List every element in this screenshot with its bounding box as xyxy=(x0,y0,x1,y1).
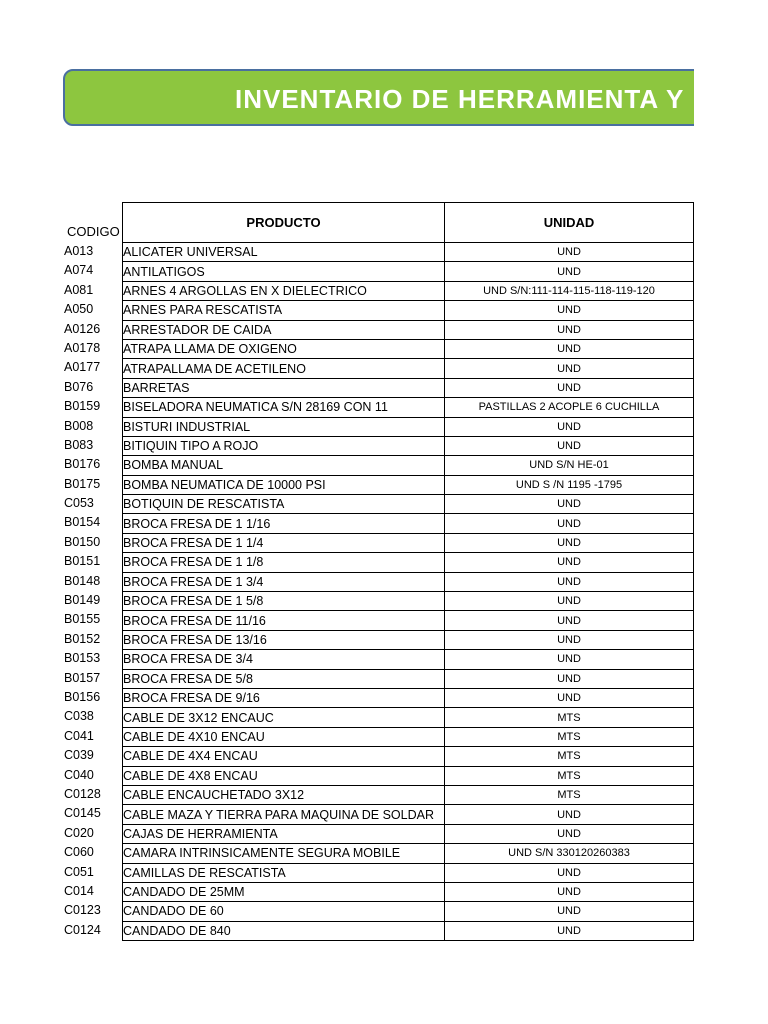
unidad-cell: UND xyxy=(445,301,694,320)
table-row xyxy=(123,785,694,804)
producto-cell: BROCA FRESA DE 1 1/8 xyxy=(123,553,445,572)
producto-cell: BROCA FRESA DE 13/16 xyxy=(123,630,445,649)
unidad-cell: UND xyxy=(445,533,694,552)
producto-cell: BROCA FRESA DE 11/16 xyxy=(123,611,445,630)
producto-cell: ATRAPALLAMA DE ACETILENO xyxy=(123,359,445,378)
table-row xyxy=(123,514,694,533)
unidad-cell: UND xyxy=(445,630,694,649)
codigo-cell: B076 xyxy=(64,379,94,394)
unidad-cell: MTS xyxy=(445,785,694,804)
unidad-cell: UND xyxy=(445,921,694,940)
table-row xyxy=(123,727,694,746)
codigo-cell: B0154 xyxy=(64,515,101,530)
producto-cell: ARRESTADOR DE CAIDA xyxy=(123,320,445,339)
table-row xyxy=(123,611,694,630)
page-title: INVENTARIO DE HERRAMIENTA Y xyxy=(235,84,685,114)
codigo-cell: B0148 xyxy=(64,573,101,588)
producto-cell: CANDADO DE 840 xyxy=(123,921,445,940)
codigo-cell: B0151 xyxy=(64,554,101,569)
unidad-cell: UND xyxy=(445,320,694,339)
codigo-cell: C0128 xyxy=(64,786,101,801)
codigo-cell: C020 xyxy=(64,825,94,840)
unidad-cell: UND xyxy=(445,514,694,533)
producto-cell: CABLE DE 4X8 ENCAU xyxy=(123,766,445,785)
producto-cell: CABLE MAZA Y TIERRA PARA MAQUINA DE SOLDAR xyxy=(123,805,445,824)
table-body xyxy=(123,243,694,941)
codigo-cell: B0153 xyxy=(64,651,101,666)
unidad-cell: UND xyxy=(445,359,694,378)
table-row xyxy=(123,553,694,572)
producto-cell: BROCA FRESA DE 1 1/4 xyxy=(123,533,445,552)
producto-cell: CABLE DE 4X10 ENCAU xyxy=(123,727,445,746)
codigo-cell: C053 xyxy=(64,496,94,511)
codigo-cell: B0155 xyxy=(64,612,101,627)
table-row xyxy=(123,262,694,281)
unidad-cell: UND xyxy=(445,592,694,611)
codigo-cell: B008 xyxy=(64,418,94,433)
producto-cell: BROCA FRESA DE 1 5/8 xyxy=(123,592,445,611)
codigo-column xyxy=(64,242,101,940)
unidad-cell: UND xyxy=(445,669,694,688)
table-header-row xyxy=(123,203,694,243)
codigo-cell: B0149 xyxy=(64,593,101,608)
table-row xyxy=(123,243,694,262)
inventory-table xyxy=(122,202,694,941)
table-row xyxy=(123,669,694,688)
codigo-cell: C060 xyxy=(64,845,94,860)
producto-cell: BROCA FRESA DE 3/4 xyxy=(123,650,445,669)
codigo-cell: B083 xyxy=(64,437,94,452)
producto-cell: BARRETAS xyxy=(123,378,445,397)
unidad-cell: UND xyxy=(445,805,694,824)
unidad-cell: UND xyxy=(445,902,694,921)
codigo-cell: C0124 xyxy=(64,922,101,937)
unidad-cell: UND xyxy=(445,611,694,630)
codigo-cell: B0157 xyxy=(64,670,101,685)
producto-cell: BROCA FRESA DE 1 1/16 xyxy=(123,514,445,533)
table-row xyxy=(123,456,694,475)
producto-cell: BROCA FRESA DE 5/8 xyxy=(123,669,445,688)
table-row xyxy=(123,824,694,843)
table-row xyxy=(123,592,694,611)
codigo-cell: C051 xyxy=(64,864,94,879)
table-row xyxy=(123,495,694,514)
unidad-cell: UND xyxy=(445,339,694,358)
producto-cell: ATRAPA LLAMA DE OXIGENO xyxy=(123,339,445,358)
producto-cell: BOMBA NEUMATICA DE 10000 PSI xyxy=(123,475,445,494)
producto-cell: ANTILATIGOS xyxy=(123,262,445,281)
unidad-cell: MTS xyxy=(445,708,694,727)
table-row xyxy=(123,844,694,863)
producto-column-header: PRODUCTO xyxy=(123,203,445,243)
unidad-cell: UND xyxy=(445,572,694,591)
codigo-cell: A0126 xyxy=(64,321,101,336)
unidad-cell: UND xyxy=(445,650,694,669)
unidad-cell: UND xyxy=(445,882,694,901)
codigo-cell: C0145 xyxy=(64,806,101,821)
table-row xyxy=(123,359,694,378)
table-row xyxy=(123,650,694,669)
unidad-cell: UND xyxy=(445,436,694,455)
codigo-cell: C0123 xyxy=(64,903,101,918)
producto-cell: BITIQUIN TIPO A ROJO xyxy=(123,436,445,455)
codigo-cell: C040 xyxy=(64,767,94,782)
unidad-column-header: UNIDAD xyxy=(445,203,694,243)
codigo-cell: B0159 xyxy=(64,399,101,414)
codigo-cell: B0152 xyxy=(64,631,101,646)
unidad-cell: UND xyxy=(445,553,694,572)
unidad-cell: PASTILLAS 2 ACOPLE 6 CUCHILLA xyxy=(445,398,694,417)
unidad-cell: UND S/N 330120260383 xyxy=(445,844,694,863)
producto-cell: CAJAS DE HERRAMIENTA xyxy=(123,824,445,843)
unidad-cell: MTS xyxy=(445,727,694,746)
viewport-clip xyxy=(694,60,768,140)
unidad-cell: UND xyxy=(445,243,694,262)
table-row xyxy=(123,863,694,882)
codigo-cell: C014 xyxy=(64,883,94,898)
table-row xyxy=(123,921,694,940)
codigo-cell: A074 xyxy=(64,263,94,278)
codigo-cell: A050 xyxy=(64,302,94,317)
codigo-cell: C038 xyxy=(64,709,94,724)
table-row xyxy=(123,766,694,785)
unidad-cell: MTS xyxy=(445,747,694,766)
codigo-cell: A0178 xyxy=(64,340,101,355)
table-row xyxy=(123,902,694,921)
codigo-cell: B0176 xyxy=(64,457,101,472)
producto-cell: ARNES PARA RESCATISTA xyxy=(123,301,445,320)
producto-cell: CABLE DE 4X4 ENCAU xyxy=(123,747,445,766)
table-row xyxy=(123,572,694,591)
unidad-cell: UND S/N:111-114-115-118-119-120 xyxy=(445,281,694,300)
codigo-column-header: CODIGO xyxy=(67,224,120,239)
unidad-cell: UND xyxy=(445,688,694,707)
unidad-cell: UND xyxy=(445,262,694,281)
table-row xyxy=(123,475,694,494)
producto-cell: CANDADO DE 60 xyxy=(123,902,445,921)
table-row xyxy=(123,747,694,766)
table-row xyxy=(123,630,694,649)
table-row xyxy=(123,417,694,436)
codigo-cell: B0156 xyxy=(64,689,101,704)
unidad-cell: MTS xyxy=(445,766,694,785)
unidad-cell: UND S/N HE-01 xyxy=(445,456,694,475)
codigo-cell: C039 xyxy=(64,748,94,763)
table-row xyxy=(123,301,694,320)
producto-cell: CANDADO DE 25MM xyxy=(123,882,445,901)
table-row xyxy=(123,688,694,707)
table-row xyxy=(123,533,694,552)
unidad-cell: UND xyxy=(445,863,694,882)
unidad-cell: UND xyxy=(445,824,694,843)
producto-cell: ARNES 4 ARGOLLAS EN X DIELECTRICO xyxy=(123,281,445,300)
producto-cell: BISTURI INDUSTRIAL xyxy=(123,417,445,436)
producto-cell: BISELADORA NEUMATICA S/N 28169 CON 11 xyxy=(123,398,445,417)
table-row xyxy=(123,378,694,397)
producto-cell: CAMILLAS DE RESCATISTA xyxy=(123,863,445,882)
unidad-cell: UND xyxy=(445,378,694,397)
table-row xyxy=(123,708,694,727)
producto-cell: BROCA FRESA DE 1 3/4 xyxy=(123,572,445,591)
table-row xyxy=(123,320,694,339)
table-row xyxy=(123,398,694,417)
producto-cell: CABLE DE 3X12 ENCAUC xyxy=(123,708,445,727)
producto-cell: BROCA FRESA DE 9/16 xyxy=(123,688,445,707)
producto-cell: CAMARA INTRINSICAMENTE SEGURA MOBILE xyxy=(123,844,445,863)
codigo-cell: B0150 xyxy=(64,534,101,549)
codigo-cell: A0177 xyxy=(64,360,101,375)
unidad-cell: UND S /N 1195 -1795 xyxy=(445,475,694,494)
codigo-cell: A013 xyxy=(64,244,94,258)
table-row xyxy=(123,805,694,824)
producto-cell: CABLE ENCAUCHETADO 3X12 xyxy=(123,785,445,804)
codigo-cell: A081 xyxy=(64,282,94,297)
table-row xyxy=(123,281,694,300)
table-row xyxy=(123,339,694,358)
table-row xyxy=(123,882,694,901)
codigo-cell: C041 xyxy=(64,728,94,743)
table-row xyxy=(123,436,694,455)
producto-cell: ALICATER UNIVERSAL xyxy=(123,243,445,262)
codigo-cell: B0175 xyxy=(64,476,101,491)
producto-cell: BOTIQUIN DE RESCATISTA xyxy=(123,495,445,514)
unidad-cell: UND xyxy=(445,495,694,514)
unidad-cell: UND xyxy=(445,417,694,436)
producto-cell: BOMBA MANUAL xyxy=(123,456,445,475)
